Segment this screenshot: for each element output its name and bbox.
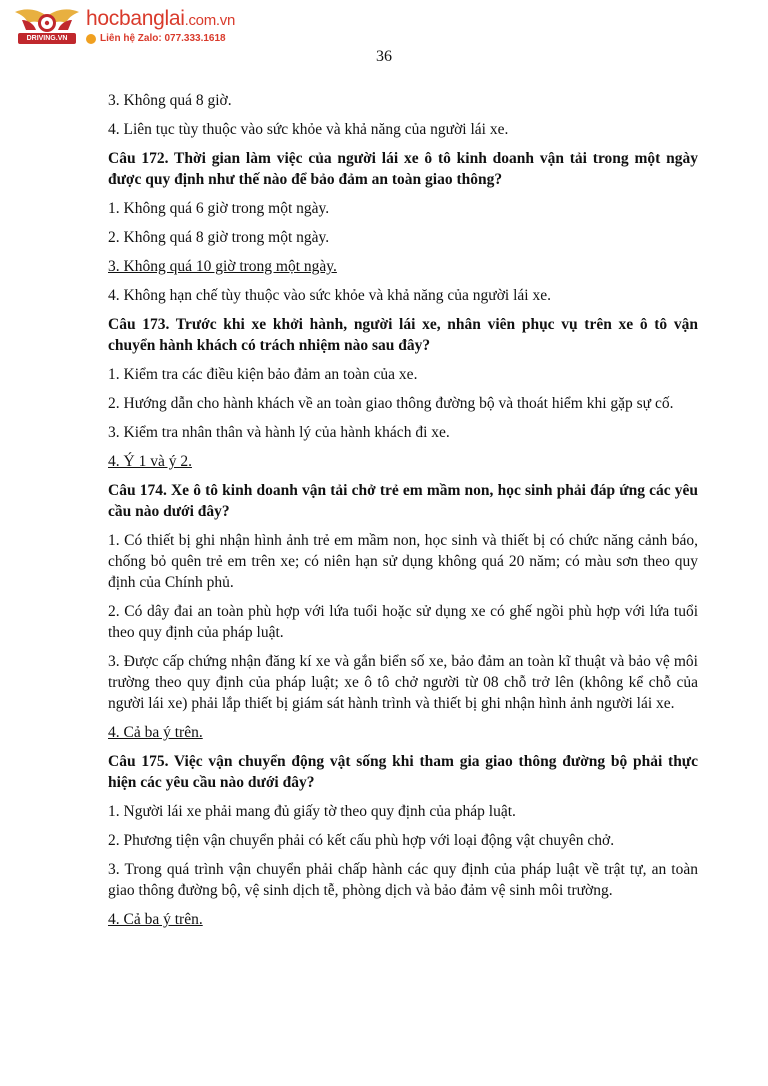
answer-option: 2. Có dây đai an toàn phù hợp với lứa tuổi hoặc sử dụng xe có ghế ngồi phù hợp với lứa tuổi theo quy định của pháp luật. [108, 603, 698, 641]
correct-answer-text: 4. Ý 1 và ý 2. [108, 453, 192, 470]
question-text: Câu 175. Việc vận chuyển động vật sống khi tham gia giao thông đường bộ phải thực hiện các yêu cầu nào dưới đây? [108, 753, 698, 791]
answer-option: 1. Kiểm tra các điều kiện bảo đảm an toàn của xe. [108, 366, 418, 383]
question-text: Câu 172. Thời gian làm việc của người lái xe ô tô kinh doanh vận tải trong một ngày được quy định như thế nào để bảo đảm an toàn giao thông? [108, 150, 698, 188]
answer-option: 3. Không quá 8 giờ. [108, 92, 232, 109]
correct-answer [108, 909, 698, 930]
correct-answer-text: 4. Cả ba ý trên. [108, 724, 203, 741]
contact-text: Liên hệ Zalo: 077.333.1618 [100, 33, 226, 44]
question-text: Câu 174. Xe ô tô kinh doanh vận tải chở trẻ em mầm non, học sinh phải đáp ứng các yêu cầu nào dưới đây? [108, 482, 698, 520]
brand-domain: .com.vn [184, 12, 236, 29]
answer-option: 3. Được cấp chứng nhận đăng kí xe và gắn biển số xe, bảo đảm an toàn kĩ thuật và bảo vệ môi trường theo quy định của pháp luật; xe ô tô chở người từ 08 chỗ trở lên (không kể chỗ của người lái xe) phải lắp thiết bị giám sát hành trình và thiết bị ghi nhận hình ảnh người lái xe. [108, 653, 698, 712]
brand-logo[interactable] [14, 6, 80, 46]
answer-option: 2. Hướng dẫn cho hành khách về an toàn giao thông đường bộ và thoát hiểm khi gặp sự cố. [108, 395, 674, 412]
document-body [108, 90, 698, 938]
phone-icon [86, 34, 96, 44]
correct-answer [108, 722, 698, 743]
answer-option: 4. Liên tục tùy thuộc vào sức khỏe và khả năng của người lái xe. [108, 121, 509, 138]
answer-option: 1. Có thiết bị ghi nhận hình ảnh trẻ em mầm non, học sinh và thiết bị có chức năng cảnh báo, chống bỏ quên trẻ em trên xe; có niên hạn sử dụng không quá 20 năm; có màu sơn theo quy định của Chính phủ. [108, 532, 698, 591]
site-header [14, 4, 274, 48]
correct-answer [108, 256, 698, 277]
brand-block [86, 8, 235, 44]
answer-option: 3. Trong quá trình vận chuyển phải chấp hành các quy định của pháp luật về trật tự, an toàn giao thông đường bộ, vệ sinh dịch tễ, phòng dịch và bảo đảm vệ sinh môi trường. [108, 861, 698, 899]
answer-option: 3. Kiểm tra nhân thân và hành lý của hành khách đi xe. [108, 424, 450, 441]
page-number: 36 [376, 48, 392, 65]
answer-option: 4. Không hạn chế tùy thuộc vào sức khỏe và khả năng của người lái xe. [108, 287, 551, 304]
answer-option: 2. Phương tiện vận chuyển phải có kết cấu phù hợp với loại động vật chuyên chở. [108, 832, 615, 849]
answer-option: 1. Người lái xe phải mang đủ giấy tờ theo quy định của pháp luật. [108, 803, 516, 820]
brand-main: hocbanglai [86, 7, 185, 30]
correct-answer-text: 3. Không quá 10 giờ trong một ngày. [108, 258, 337, 275]
logo-text: DRIVING.VN [18, 33, 76, 44]
question-text: Câu 173. Trước khi xe khởi hành, người lái xe, nhân viên phục vụ trên xe ô tô vận chuyển hành khách có trách nhiệm nào sau đây? [108, 316, 698, 354]
correct-answer-text: 4. Cả ba ý trên. [108, 911, 203, 928]
contact-line [86, 33, 235, 44]
brand-name[interactable] [86, 8, 235, 32]
answer-option: 2. Không quá 8 giờ trong một ngày. [108, 229, 330, 246]
answer-option: 1. Không quá 6 giờ trong một ngày. [108, 200, 330, 217]
correct-answer [108, 451, 698, 472]
